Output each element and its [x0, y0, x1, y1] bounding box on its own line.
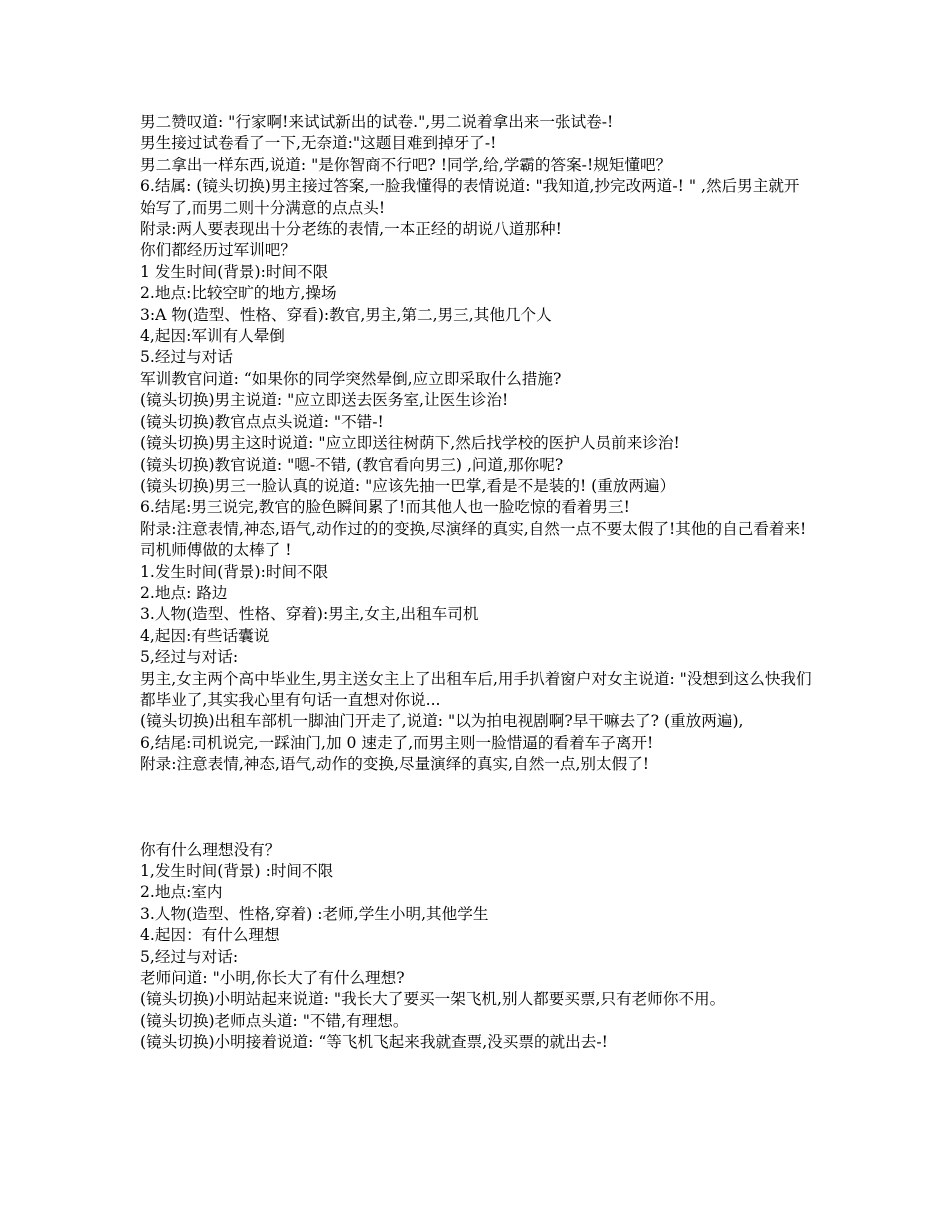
- text-line: 3.人物(造型、性格、穿着):男主,女主,出租车司机: [140, 605, 479, 624]
- text-line: 老师问道: "小明,你长大了有什么理想?: [140, 969, 405, 988]
- text-line: 男二拿出一样东西,说道: "是你智商不行吧? !同学,给,学霸的答案-!规矩懂吧？: [140, 155, 672, 174]
- text-line: 6.结属: (镜头切换)男主接过答案,一脸我懂得的表情说道: "我知道,抄完改两道-! " ,然后男主就开始写了,而男二则十分满意的点点头!: [140, 177, 800, 217]
- text-line: 4,起因:军训有人晕倒: [140, 327, 285, 346]
- section-spacer: [140, 776, 812, 840]
- text-line: 附录:两人要表现出十分老练的表情,一本正经的胡说八道那种!: [140, 220, 562, 239]
- section-heading: 你们都经历过军训吧？: [140, 241, 296, 260]
- text-line: 2.地点:室内: [140, 883, 223, 902]
- text-line: 6,结尾:司机说完,一踩油门,加 0 速走了,而男主则一脸惜逼的看着车子离开!: [140, 733, 654, 752]
- text-line: 军训教官问道: “如果你的同学突然晕倒,应立即采取什么措施?: [140, 369, 562, 388]
- text-line: 附录:注意表情,神态,语气,动作过的的变换,尽演绎的真实,自然一点不要太假了!其他的自己看着来!: [140, 519, 807, 538]
- text-line: 男主,女主两个高中毕业生,男主送女主上了出租车后,用手扒着窗户对女主说道: "没想到这么快我们都毕业了,其实我心里有句话一直想对你说...: [140, 669, 812, 709]
- document-body: [140, 112, 812, 1054]
- section-1: [140, 112, 812, 776]
- text-line: 2.地点: 路边: [140, 583, 228, 602]
- text-line: 1.发生时间(背景):时间不限: [140, 562, 329, 581]
- text-line: 6.结尾:男三说完,教官的脸色瞬间累了!而其他人也一脸吃惊的看着男三!: [140, 498, 630, 517]
- text-line: (镜头切换)男主说道: "应立即送去医务室,让医生诊治!: [140, 391, 509, 410]
- text-line: (镜头切换)男主这时说道: "应立即送往树荫下,然后找学校的医护人员前来诊治!: [140, 434, 680, 453]
- text-line: 男二赞叹道: "行家啊!来试试新出的试卷.",男二说着拿出来一张试卷-!: [140, 113, 614, 131]
- text-line: 3.人物(造型、性格,穿着) :老师,学生小明,其他学生: [140, 904, 489, 923]
- text-line: (镜头切换)男三一脸认真的说道: "应该先抽一巴掌,看是不是装的! (重放两遍）: [140, 476, 676, 495]
- text-line: (镜头切换)老师点头道: "不错,有理想。: [140, 1011, 409, 1030]
- section-heading: 你有什么理想没有？: [140, 840, 281, 859]
- text-line: 4.起因：有什么理想: [140, 926, 280, 945]
- section-2: [140, 840, 812, 1054]
- text-line: (镜头切换)教官点点头说道: "不错-!: [140, 412, 384, 431]
- text-line: (镜头切换)小明站起来说道: "我长大了要买一架飞机,别人都要买票,只有老师你不用。: [140, 990, 726, 1009]
- text-line: 2.地点:比较空旷的地方,操场: [140, 284, 337, 303]
- section-heading: 司机师傅做的太棒了 !: [140, 541, 292, 560]
- text-line: 5,经过与对话:: [140, 648, 239, 667]
- text-line: 男生接过试卷看了一下,无奈道:"这题目难到掉牙了-!: [140, 134, 497, 153]
- text-line: (镜头切换)出租车部机一脚油门开走了,说道: "以为拍电视剧啊?早干嘛去了? (重放两遍),: [140, 712, 744, 731]
- text-line: 3:A 物(造型、性格、穿看):教官,男主,第二,男三,其他几个人: [140, 305, 552, 324]
- text-line: 5.经过与对话: [140, 348, 233, 367]
- text-line: (镜头切换)小明接着说道: “等飞机飞起来我就查票,没买票的就出去-!: [140, 1033, 608, 1052]
- text-line: 4,起因:有些话囊说: [140, 626, 270, 645]
- text-line: 1 发生时间(背景):时间不限: [140, 262, 329, 281]
- text-line: 1,发生时间(背景) :时间不限: [140, 862, 334, 880]
- text-line: 附录:注意表情,神态,语气,动作的变换,尽量演绎的真实,自然一点,别太假了!: [140, 755, 650, 774]
- text-line: (镜头切换)教官说道: "嗯-不错, (教官看向男三) ,问道,那你呢?: [140, 455, 564, 474]
- text-line: 5,经过与对话:: [140, 947, 239, 966]
